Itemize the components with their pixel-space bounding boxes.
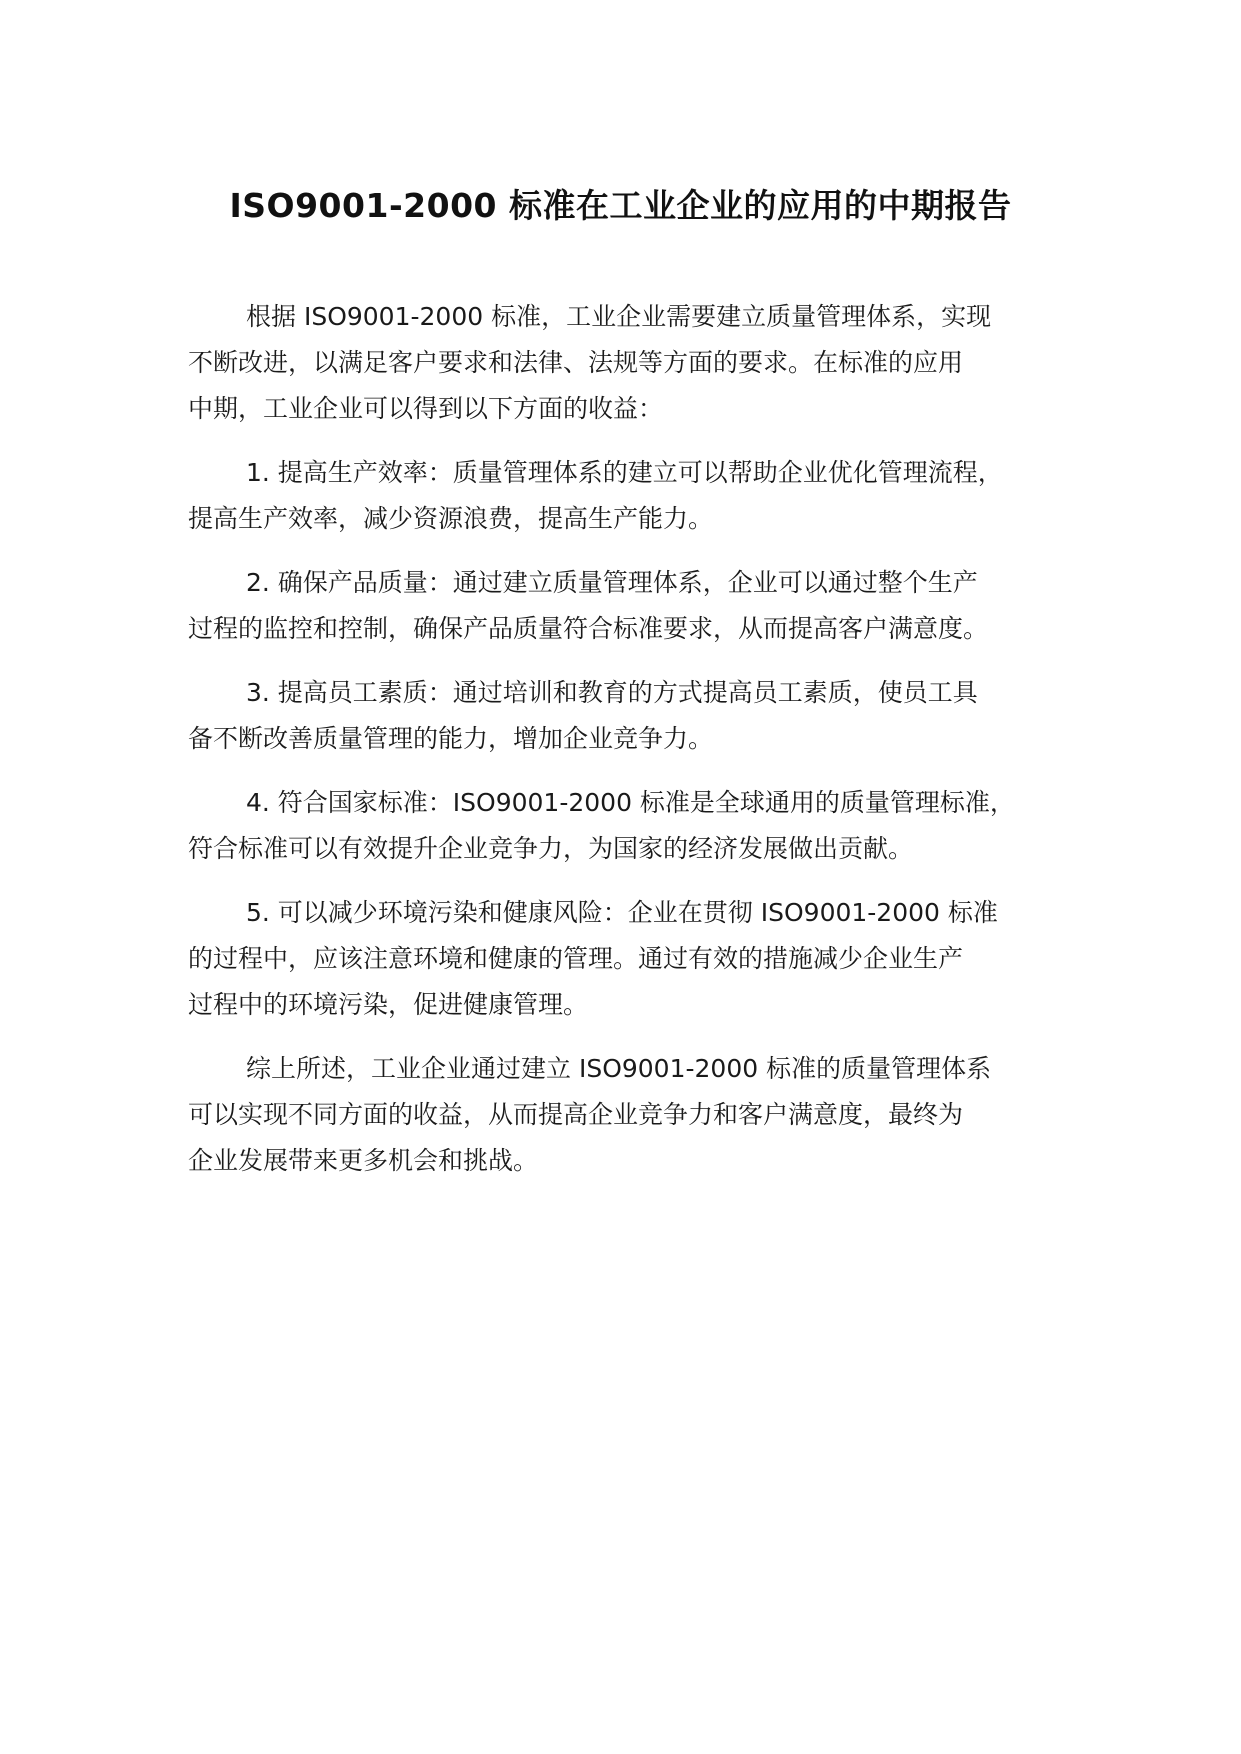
document-body [188,294,1073,1202]
paragraph-line: 3. 提高员工素质：通过培训和教育的方式提高员工素质，使员工具 [246,678,978,707]
paragraph-line: 过程的监控和控制，确保产品质量符合标准要求，从而提高客户满意度。 [188,614,989,643]
list-item-4 [188,780,1073,872]
intro-paragraph [188,294,1073,432]
paragraph-line: 符合标准可以有效提升企业竞争力，为国家的经济发展做出贡献。 [188,834,914,863]
paragraph-line: 的过程中，应该注意环境和健康的管理。通过有效的措施减少企业生产 [188,944,964,973]
paragraph-line: 4. 符合国家标准：ISO9001-2000 标准是全球通用的质量管理标准， [246,788,1015,817]
paragraph-line: 可以实现不同方面的收益，从而提高企业竞争力和客户满意度，最终为 [188,1100,964,1129]
paragraph-line: 根据 ISO9001-2000 标准，工业企业需要建立质量管理体系，实现 [246,302,992,331]
paragraph-line: 过程中的环境污染，促进健康管理。 [188,990,589,1019]
list-item-5 [188,890,1073,1028]
document-title: ISO9001-2000 标准在工业企业的应用的中期报告 [229,186,1012,225]
paragraph-line: 综上所述，工业企业通过建立 ISO9001-2000 标准的质量管理体系 [246,1054,992,1083]
paragraph-line: 备不断改善质量管理的能力，增加企业竞争力。 [188,724,714,753]
list-item-3 [188,670,1073,762]
list-item-2 [188,560,1073,652]
paragraph-line: 提高生产效率，减少资源浪费，提高生产能力。 [188,504,714,533]
paragraph-line: 1. 提高生产效率：质量管理体系的建立可以帮助企业优化管理流程， [246,458,1003,487]
conclusion-paragraph [188,1046,1073,1184]
paragraph-line: 5. 可以减少环境污染和健康风险：企业在贯彻 ISO9001-2000 标准 [246,898,998,927]
paragraph-line: 企业发展带来更多机会和挑战。 [188,1146,539,1175]
paragraph-line: 中期，工业企业可以得到以下方面的收益： [188,394,664,423]
paragraph-line: 不断改进，以满足客户要求和法律、法规等方面的要求。在标准的应用 [188,348,964,377]
paragraph-line: 2. 确保产品质量：通过建立质量管理体系，企业可以通过整个生产 [246,568,978,597]
list-item-1 [188,450,1073,542]
